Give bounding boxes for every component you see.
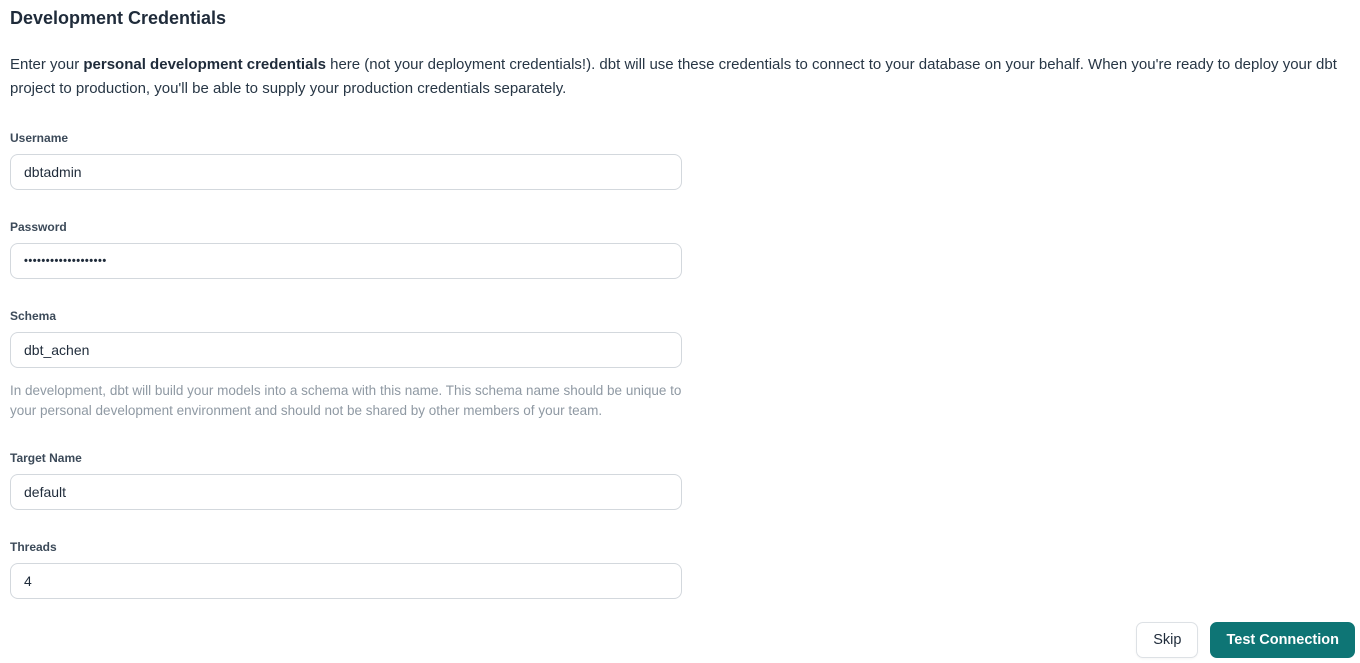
- intro-text-pre: Enter your: [10, 56, 84, 73]
- target-name-field: [10, 451, 682, 510]
- username-field: [10, 131, 682, 190]
- schema-input[interactable]: [10, 332, 682, 368]
- threads-field: [10, 540, 682, 599]
- page-title: Development Credentials: [10, 8, 227, 28]
- schema-hint: In development, dbt will build your models into a schema with this name. This schema name should be unique to your personal development environment and should not be shared by other members of your team.: [10, 383, 682, 418]
- username-input[interactable]: [10, 154, 682, 190]
- intro-text-bold: personal development credentials: [83, 56, 326, 73]
- intro-text-post: here (not your deployment credentials!). dbt will use these credentials to connect to your database on your behalf. When you're ready to deploy your dbt project to production, you'll be able to supply your production credentials separately.: [10, 56, 1337, 97]
- target-name-label: Target Name: [10, 451, 82, 465]
- footer-actions: [10, 622, 1355, 658]
- password-field: [10, 220, 682, 279]
- threads-input[interactable]: [10, 563, 682, 599]
- username-label: Username: [10, 131, 69, 145]
- schema-field: [10, 309, 682, 421]
- schema-label: Schema: [10, 309, 57, 323]
- target-name-input[interactable]: [10, 474, 682, 510]
- password-input[interactable]: [10, 243, 682, 279]
- password-label: Password: [10, 220, 67, 234]
- intro-text: [10, 53, 1350, 101]
- skip-button[interactable]: Skip: [1136, 622, 1198, 658]
- test-connection-button[interactable]: Test Connection: [1210, 622, 1355, 658]
- threads-label: Threads: [10, 540, 57, 554]
